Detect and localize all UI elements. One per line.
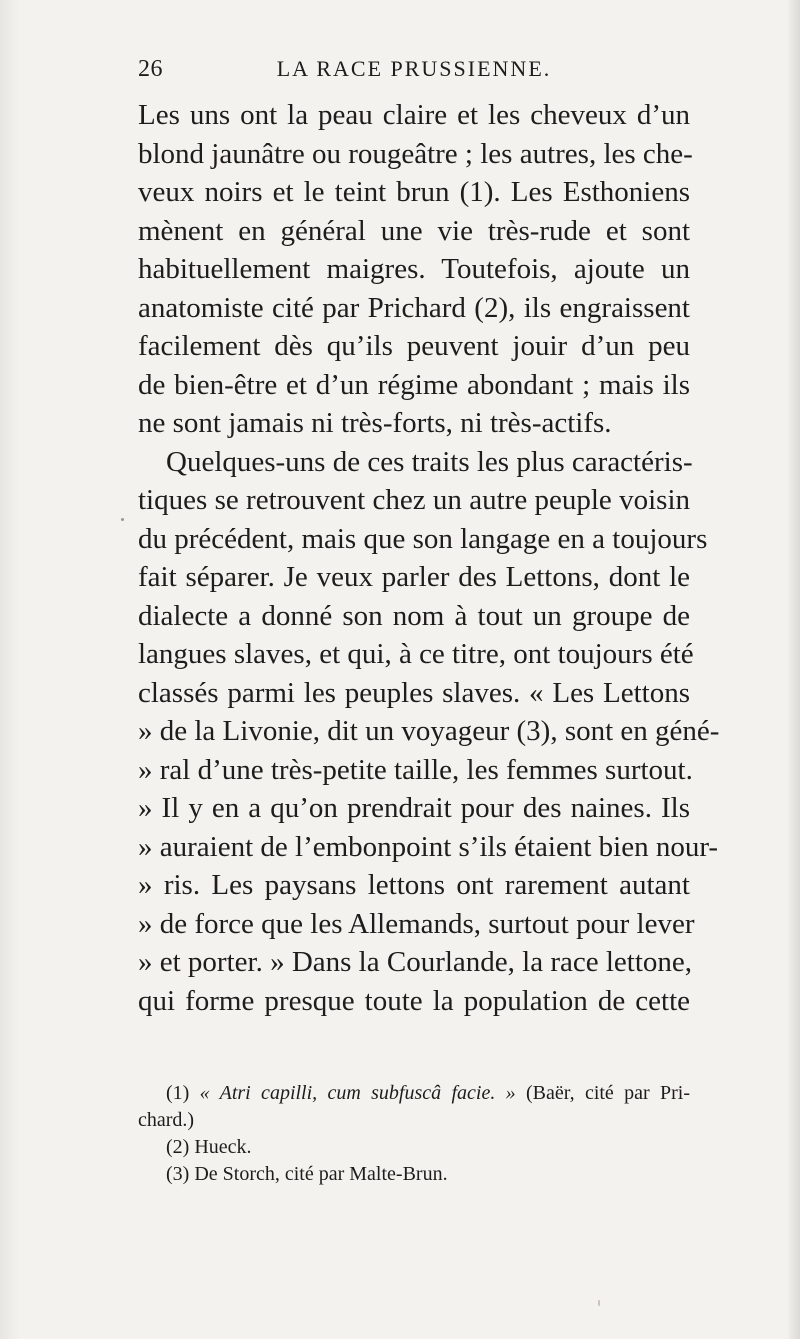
text-line: » auraient de l’embonpoint s’ils étaient bien nour- bbox=[138, 830, 719, 863]
footnote-1-marker: (1) bbox=[166, 1082, 190, 1104]
text-line: langues slaves, et qui, à ce titre, ont toujours été bbox=[138, 638, 694, 670]
text-line: blond jaunâtre ou rougeâtre ; les autres, les che- bbox=[138, 137, 693, 170]
footnotes bbox=[138, 1080, 690, 1188]
text-line: ne sont jamais ni très-forts, ni très-actifs. bbox=[138, 407, 612, 439]
footnote-1-latin-quote: « Atri capilli, cum subfuscâ facie. » bbox=[199, 1082, 516, 1104]
running-head: LA RACE PRUSSIENNE. bbox=[276, 56, 552, 81]
footnote-1-continuation: chard.) bbox=[138, 1109, 195, 1131]
text-line: » ris. Les paysans lettons ont rarement autant bbox=[138, 869, 690, 901]
text-line: » ral d’une très-petite taille, les femmes surtout. bbox=[138, 753, 693, 786]
text-line: veux noirs et le teint brun (1). Les Esthoniens bbox=[138, 176, 690, 208]
text-line: Quelques-uns de ces traits les plus caractéris- bbox=[166, 445, 693, 478]
text-line: habituellement maigres. Toutefois, ajoute un bbox=[138, 253, 690, 285]
text-line: » de force que les Allemands, surtout pour lever bbox=[138, 907, 695, 940]
text-line: classés parmi les peuples slaves. « Les Lettons bbox=[138, 676, 690, 709]
text-line: dialecte a donné son nom à tout un groupe de bbox=[138, 599, 690, 632]
text-line: de bien-être et d’un régime abondant ; mais ils bbox=[138, 368, 690, 401]
text-line: » Il y en a qu’on prendrait pour des naines. Ils bbox=[138, 792, 690, 824]
text-line: anatomiste cité par Prichard (2), ils engraissent bbox=[138, 291, 690, 324]
text-line: mènent en général une vie très-rude et sont bbox=[138, 214, 690, 247]
paper-speck bbox=[121, 518, 124, 521]
footnote-2: (2) Hueck. bbox=[166, 1136, 252, 1158]
text-line: fait séparer. Je veux parler des Lettons, dont le bbox=[138, 561, 690, 593]
text-line: facilement dès qu’ils peuvent jouir d’un peu bbox=[138, 330, 690, 362]
text-line: du précédent, mais que son langage en a toujours bbox=[138, 522, 708, 555]
footnote-3: (3) De Storch, cité par Malte-Brun. bbox=[166, 1163, 448, 1185]
page-header bbox=[138, 56, 690, 86]
text-line: » de la Livonie, dit un voyageur (3), sont en géné- bbox=[138, 715, 720, 747]
paper-speck bbox=[598, 1300, 600, 1306]
text-line: qui forme presque toute la population de cette bbox=[138, 984, 690, 1017]
page-number: 26 bbox=[138, 56, 163, 82]
footnote-1 bbox=[166, 1080, 690, 1107]
text-line: Les uns ont la peau claire et les cheveux d’un bbox=[138, 99, 690, 131]
body-text bbox=[138, 96, 720, 1020]
footnote-1-citation: (Baër, cité par Pri- bbox=[526, 1082, 690, 1104]
text-line: tiques se retrouvent chez un autre peuple voisin bbox=[138, 484, 690, 516]
text-line: » et porter. » Dans la Courlande, la race lettone, bbox=[138, 946, 693, 978]
